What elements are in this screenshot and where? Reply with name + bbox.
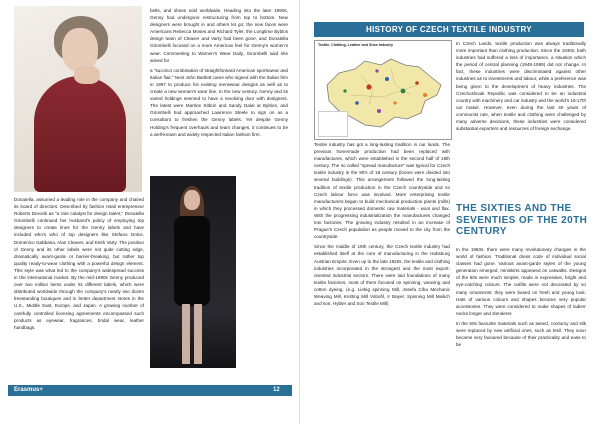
paragraph: In the 1960s, there were many revolutionary changes in the world of fashion. Traditional dress code of individual social classes had gone. Various avant-garde styles of the young generation emerged, miniskirts appeared on catwalks. Designs of the 60s were much simpler, made in expressive, bright and eye-catching colours. The outfits were not decorated by so many ornaments; they were based on fresh and young look. Hats of various colours and shapes became very popular accessories. They were considered to make shapes of ladies' necks longer and slenderer. bbox=[456, 247, 586, 316]
map-title: Textile, Clothing, Leather and Shoe Industry bbox=[318, 43, 394, 47]
model-portrait-photo bbox=[14, 6, 142, 192]
paragraph: Donatella, assumed a leading role in the company and chaired its board of directors. Described by fashion retail entrepreneur Roberto Devorik as "a rare catalyst for design talent," Donatella Girombelli continued her husband's policy of employing top designers to create lines for the Genny labels and have included who's who of top designers like Stefano Dolce, Domenico Gabbana, Alan Cleaver, and Keith Varty. The position of Genny and its other labels were not quite cutting edge, dramatically avant-garde or barrier-breaking, but rather top quality ready-to-wear clothing with a powerful design element. This style was what led to the company's widespread success in the international market. By the mid-1990s Genny produced over two million items under its different labels, which were distributed worldwide through the company's nearly two dozen freestanding boutiques and in better department stores in the U.S., Middle East, Europe, and Japan. A growing number of carefully controlled licensing agreements encompassed such products as eyewear, fragrances, bridal wear, leather handbags, bbox=[14, 197, 144, 330]
model-dress bbox=[34, 76, 126, 192]
runway-model-dress bbox=[174, 216, 210, 306]
paragraph: Textile industry has got a long-lasting tradition in our lands. The previous homemade production had been replaced with manufactures, which were established in the second half of 18th century. The so called "spread manufacture" was typical for Czech textile industry in the 90's of 18 century (looms were divided into several buildings). This arrangement followed the long-lasting tradition of textile production in the Czech countryside and so Czech labour force was involved. More enterprising textile manufacturers began to build mechanical production plants (mills) in which they processed domestic raw materials - wool and flax. With the progressing industrialization the manufactures changed into factories. The growing industry resulted in an increase of Prague's Czech population as people moved to the city from the countryside. bbox=[314, 142, 450, 240]
footer-brand: Erasmus+ bbox=[14, 387, 43, 393]
right-page bbox=[300, 0, 600, 424]
runway-model-photo bbox=[150, 176, 236, 368]
right-text-column-1 bbox=[314, 141, 450, 307]
left-text-column-1 bbox=[14, 196, 144, 331]
page-number: 12 bbox=[273, 387, 280, 393]
runway-model-face bbox=[184, 190, 200, 210]
map-legend bbox=[318, 111, 348, 137]
page-footer bbox=[8, 385, 292, 396]
left-text-column-2 bbox=[150, 7, 288, 138]
right-text-column-2 bbox=[456, 40, 586, 132]
paragraph: Since the middle of 19th century, the Czech textile industry had established itself at the core of manufacturing in the Habsburg Austrian Empire. Even up to the late 1920s, the textile and clothing industries incorporated in the strongest and the most export-oriented industrial sectors. There were laid foundations of many textile factories, most of them focused on spinning, weaving and cotton dyeing. (e.g. Liebig spinning Mill, Josefa Ciha Mechanic Weaving Mill, Knitting Mill Vobořil, Ir Bayer, Spinning Mill Meilich and son, Hybler and Son Textile Mill) bbox=[314, 244, 450, 307]
paragraph: In Czech Lands, textile production was always traditionally more important than clothing production. Since the 1930s, both industries had suffered a loss of importance, a situation which the period of central planning (1948-1989) did not change. In fact, these industries were discriminated against other industries as to investments and labour, while a preference was being given to the development of heavy industries. The Czechoslovak Republic was considered to be an industrial country with machinery and car industry and the world's 16-17th car maker. However, even during the last 40 years of communist rule, when textile and clothing were challenged by many adverse decisions, these industries were considered substantial exporters and resources of foreign exchange. bbox=[456, 41, 586, 132]
paragraph: In the 60s favourite materials such as tweed, corduroy and silk were replaced by new artificial ones, such as tesil. They soon became very favoured because of their practicality and ease to be bbox=[456, 320, 586, 348]
industry-map bbox=[314, 40, 452, 140]
model-hand bbox=[74, 66, 100, 84]
right-text-column-3 bbox=[456, 246, 586, 348]
paragraph: a "succinct combination of straightforward American sportswear and Italian flair." Next John Bartlett came who signed with the Italian firm in 1997 to produce his existing menswear designs as well as to create a new women's wear line. In the new century, Genny and its varied holdings seemed to have a revolving door with designers. The latest were Martine Sitbon and Sandy Dalal at Byblos, and Girombelli had approached Lawrence Steele to sign on as a consultant to freshen the Genny labels. Yet despite Genny Holding's frequent overhauls and team changes, it continues to be a well-known and widely respected Italian fashion firm. bbox=[150, 67, 288, 137]
paragraph: belts, and shoes sold worldwide. Heading into the later 1990s, Genny had undergone restructuring from top to bottom. New designers were brought in and others let go; the new faces were Americans Rebecca Moses and Richard Tyler, the Longtime Byblos design team of Cleaver and Varty had been gone, and Donatella Girombelli focused on a more American feel for Genny's women's wear. Commenting to Women's Wear Daily, Girombelli said she aimed for bbox=[150, 8, 288, 63]
section-title: THE SIXTIES AND THE SEVENTIES OF THE 20TH CENTURY bbox=[456, 203, 588, 238]
page-heading: HISTORY OF CZECH TEXTILE INDUSTRY bbox=[314, 22, 584, 37]
runway-model-legs bbox=[182, 304, 202, 364]
